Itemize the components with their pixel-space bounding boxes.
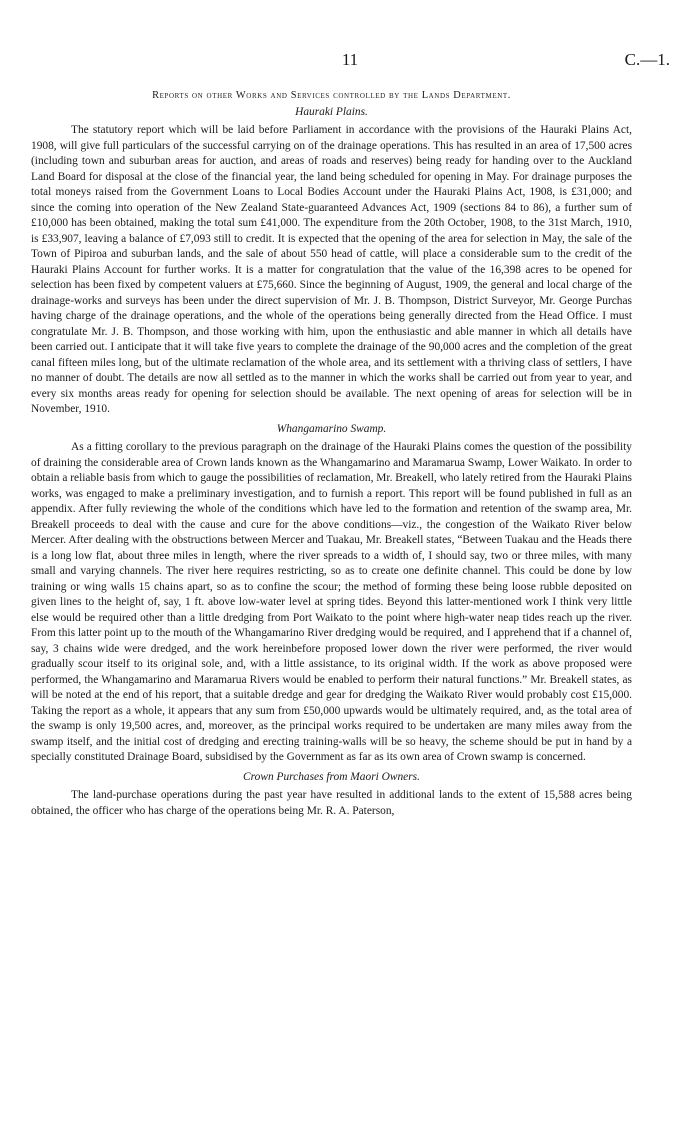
- heading-crown-purchases: Crown Purchases from Maori Owners.: [243, 770, 420, 783]
- paragraph-crown-purchases: The land-purchase operations during the past year have resulted in additional lands to the extent of 15,588 acres being obtained, the officer who has charge of the operations being Mr. R. A. Paterson,: [31, 789, 632, 817]
- paragraph-hauraki-plains: The statutory report which will be laid before Parliament in accordance with the provisions of the Hauraki Plains Act, 1908, will give full particulars of the successful carrying on of the drainage operations. This has resulted in an area of 17,500 acres (including town and suburban areas for auction, and areas of roads and reserves) being ready for handing over to the Auckland Land Board for disposal at the close of the financial year, the land being scheduled for opening in May. For drainage purposes the total moneys raised from the Government Loans to Local Bodies Account under the Hauraki Plains Act, 1908, is £31,000; and since the coming into operation of the New Zealand State-guaranteed Advances Act, 1909 (sections 84 to 86), a further sum of £10,000 has been obtained, making the total sum £41,000. The expenditure from the 20th October, 1908, to the 31st March, 1910, is £33,907, leaving a balance of £7,093 still to credit. It is expected that the opening of the area for selection in May, the sale of the Town of Pipiroa and suburban lands, and the sale of about 550 head of cattle, will place a considerable sum to the credit of the Hauraki Plains Account for further works. It is a matter for congratulation that the value of the 16,398 acres to be opened for selection has been fixed by competent valuers at £75,660. Since the beginning of August, 1909, the general and local charge of the drainage-works and surveys has been under the direct supervision of Mr. J. B. Thompson, District Surveyor, Mr. George Purchas having charge of the drainage operations, and the whole of the operations being generally directed from the Head Office. I must congratulate Mr. J. B. Thompson, and those working with him, upon the enthusiastic and able manner in which all details have been carried out. I anticipate that it will take five years to complete the drainage of the 90,000 acres and the completion of the great canal fifteen miles long, but of the ultimate reclamation of the whole area, and its settlement with a thriving class of settlers, I have no manner of doubt. The details are now all settled as to the manner in which the works shall be carried out from year to year, and every six months areas ready for opening for selection should be available. The next opening of areas for selection will be in November, 1910.: [31, 124, 632, 415]
- heading-hauraki-plains: Hauraki Plains.: [295, 105, 368, 118]
- report-body: [31, 88, 632, 823]
- series-code: C.—1.: [624, 50, 670, 69]
- paragraph-whangamarino-swamp: As a fitting corollary to the previous paragraph on the drainage of the Hauraki Plains comes the question of the possibility of draining the considerable area of Crown lands known as the Whangamarino and Maramarua Swamp, Lower Waikato. In order to obtain a reliable basis from which to gauge the possibilities of reclamation, Mr. Breakell, who lately retired from the Hauraki Plains works, was engaged to make a preliminary investigation, and to furnish a report. This report will be found published in full as an appendix. After fully reviewing the whole of the conditions which have led to the formation and retention of the swamp area, Mr. Breakell proceeds to deal with the cause and cure for the above conditions—viz., the congestion of the Waikato River below Mercer. After dealing with the obstructions between Mercer and Tuakau, Mr. Breakell states, “Between Tuakau and the Heads there is a long low flat, about three miles in length, where the river spreads to a width of, I should say, two or three miles, with many small and varying channels. The river here requires restricting, so as to create one definite channel. This could be done by low training or wing walls 15 chains apart, so as to confine the scour; the method of forming these being loose rubble deposited on given lines to the height of, say, 1 ft. above low-water level at spring tides. Beyond this latter-mentioned work I think very little else would be required other than a little dredging from Port Waikato to the point where high-water neap tides reach up the river. From this latter point up to the mouth of the Whangamarino River dredging would be required, and I apprehend that if a channel of, say, 3 chains wide were dredged, and the work hereinbefore proposed lower down the river were performed, the river would gradually scour itself to its original sole, and, with a little assistance, to its original width. If the work as above proposed were performed, the Whangamarino and Maramarua Rivers would be enabled to perform their natural functions.” Mr. Breakell states, as will be noted at the end of his report, that a suitable dredge and gear for dredging the Waikato River would probably cost £15,000. Taking the report as a whole, it appears that any sum from £50,000 upwards would be ultimately required, and, as the total area of the swamp is only 19,500 acres, and, moreover, as the principal works required to be undertaken are many miles away from the swamp itself, and the initial cost of dredging and erecting training-walls will be so heavy, the scheme should be put in hand by a specially constituted Drainage Board, subsidised by the Government as far as its own area of Crown swamp is concerned.: [31, 441, 632, 763]
- page-number: 11: [341, 50, 359, 69]
- section-heading-main: Reports on other Works and Services controlled by the Lands Department.: [152, 90, 511, 101]
- heading-whangamarino-swamp: Whangamarino Swamp.: [276, 422, 387, 435]
- page-header: [30, 50, 670, 74]
